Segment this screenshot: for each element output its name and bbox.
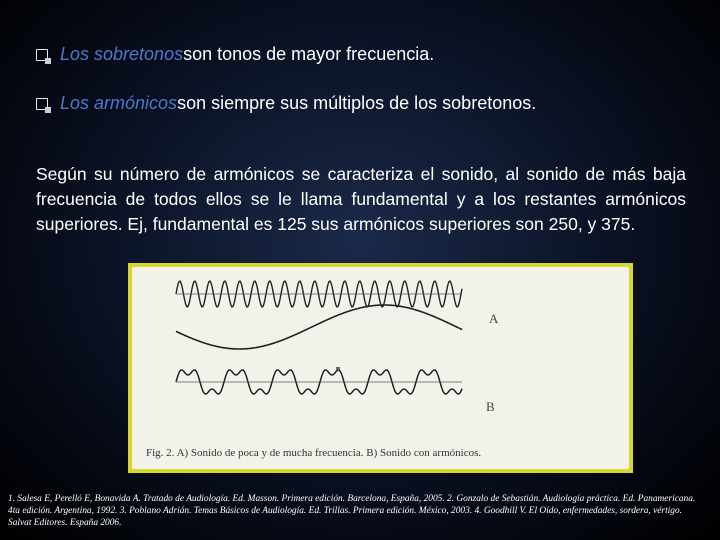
figure-waveforms [128, 263, 633, 473]
figure-label-a: A [489, 311, 499, 326]
references-footnote: 1. Salesa E, Perelló E, Bonavida A. Tratado de Audiología. Ed. Masson. Primera edición. Barcelona, España, 2005. 2. Gonzalo de Sebastián. Audiología práctica. Ed. Panamericana. 4ta edición. Argentina, 1992. 3. Poblano Adrián. Temas Básicos de Audiología. Ed. Trillas. Primera edición. México, 2003. 4. Goodhill V. El Oído, enfermedades, sordera, vértigo. Salvat Editores. España 2006. [8, 494, 696, 528]
bullet-highlight: Los sobretonos [60, 44, 184, 64]
waveform-diagram [132, 267, 629, 469]
bullet-text: son siempre sus múltiplos de los sobretonos. [177, 93, 537, 113]
low-frequency-wave [176, 305, 462, 349]
bullet-item-sobretonos [36, 44, 434, 65]
bullet-text: son tonos de mayor frecuencia. [183, 44, 435, 64]
checkbox-bullet-icon [36, 49, 48, 61]
figure-label-b: B [486, 399, 495, 414]
body-paragraph: Según su número de armónicos se caracteriza el sonido, al sonido de más baja frecuencia de todos ellos se le llama fundamental y a los restantes armónicos superiores. Ej, fundamental es 125 sus armónicos superiores son 250, y 375. [36, 164, 686, 234]
checkbox-bullet-icon [36, 98, 48, 110]
bullet-highlight: Los armónicos [60, 93, 178, 113]
bullet-item-armonicos [36, 93, 536, 114]
figure-caption: Fig. 2. A) Sonido de poca y de mucha frecuencia. B) Sonido con armónicos. [146, 447, 482, 459]
figure-mark [336, 367, 340, 370]
